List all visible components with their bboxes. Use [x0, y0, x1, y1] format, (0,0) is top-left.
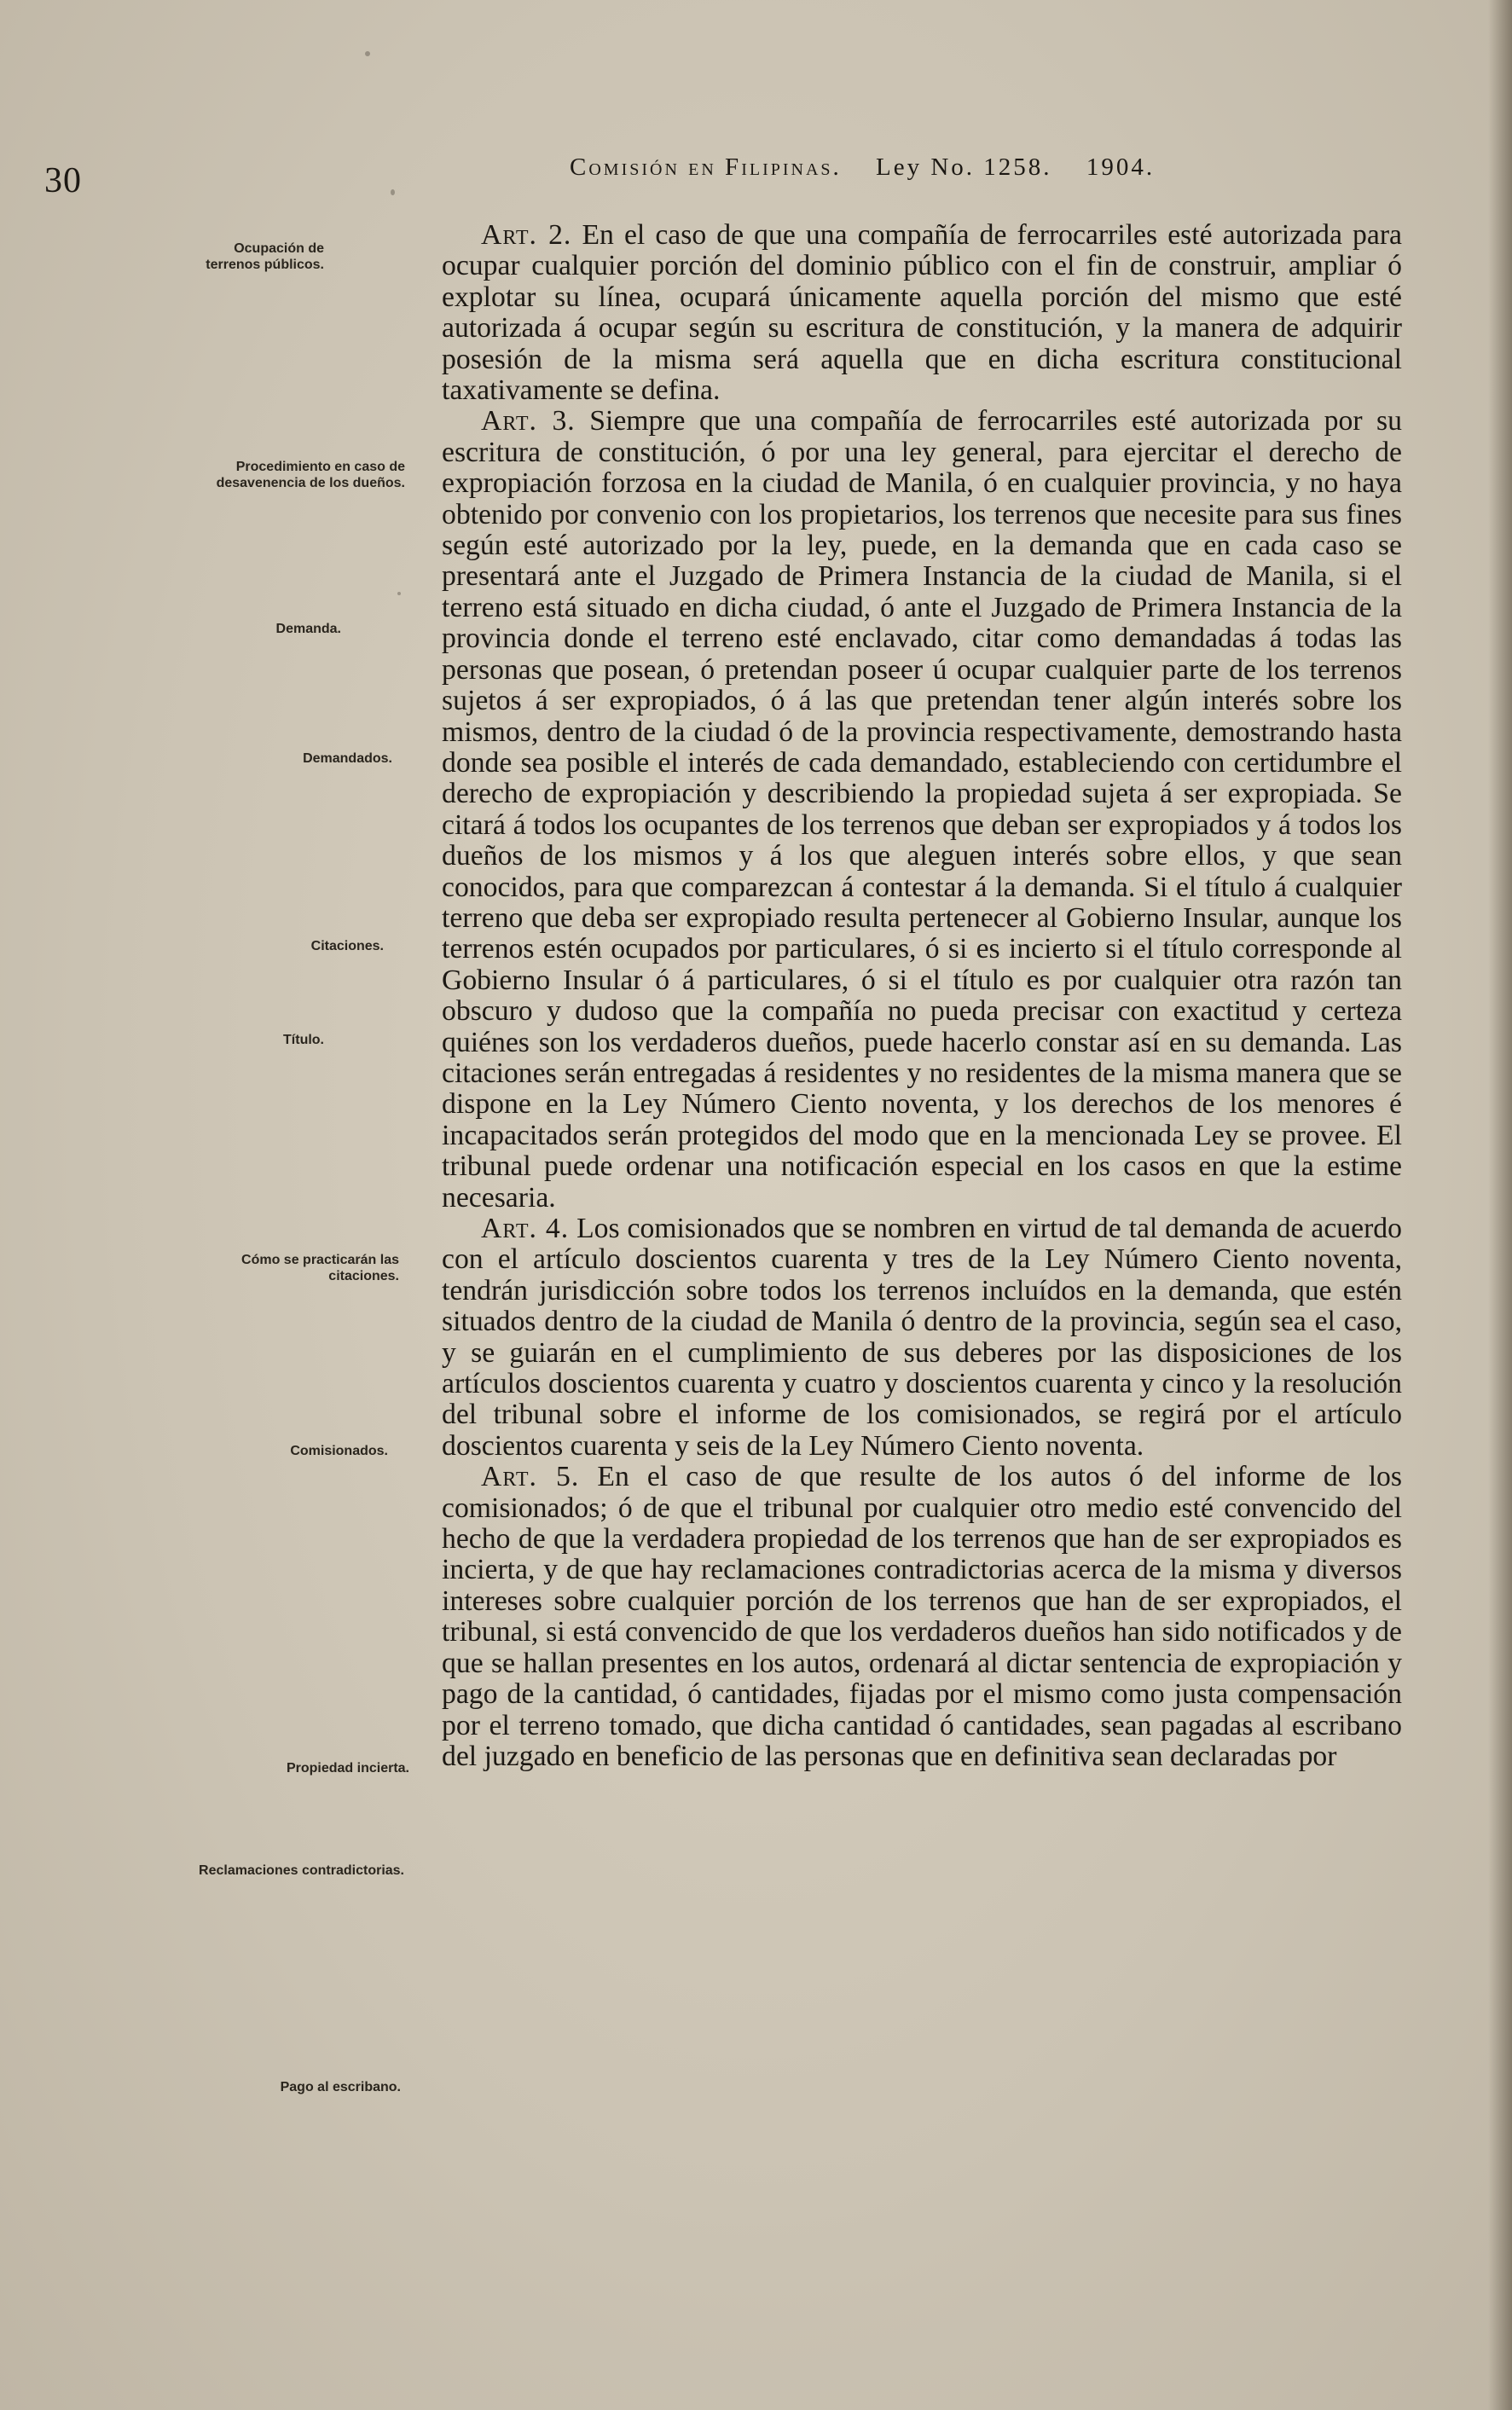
sidenote: Procedimiento en caso de desavenencia de los dueños. [216, 460, 405, 490]
sidenote: Demanda. [275, 622, 341, 636]
scan-speck [365, 51, 370, 56]
page-number: 30 [44, 161, 82, 200]
article-text: En el caso de que una compañía de ferrocarriles esté autorizada para ocupar cualquier porción del dominio público con el fin de construir, ampliar ó explotar su línea, ocupará únicamente aquella porción del mismo que esté autorizada á ocupar según su escritura de constitución, y la manera de adquirir posesión de la misma será aquella que en dicha escritura constitucional taxativamente se defina. [442, 219, 1403, 407]
sidenote: Reclamaciones contradictorias. [199, 1863, 404, 1878]
sidenote: Propiedad incierta. [286, 1761, 409, 1776]
article-label: Art. 5. [481, 1461, 580, 1493]
article-text: En el caso de que resulte de los autos ó del informe de los comisionados; ó de que el tribunal por cualquier otro medio esté convencido del hecho de que la verdadera propiedad de los terrenos que han de ser expropiados es incierta, y de que hay reclamaciones contradictorias acerca de la misma y diversos intereses sobre cualquier porción de los terrenos que han de ser expropiados, el tribunal, si está convencido de que los verdaderos dueños han sido notificados y de que se hallan presentes en los autos, ordenará al dictar sentencia de expropiación y pago de la cantidad, ó cantidades, fijadas por el mismo como justa compensación por el terreno tomado, que dicha cantidad ó cantidades, sean pagadas al escribano del juzgado en beneficio de las personas que en definitiva sean declaradas por [442, 1461, 1403, 1772]
running-head [570, 154, 1180, 182]
scan-speck [391, 189, 395, 195]
article-4 [442, 1214, 1402, 1462]
sidenote: Título. [283, 1033, 324, 1047]
article-label: Art. 2. [481, 219, 572, 251]
article-text: Los comisionados que se nombren en virtud de tal demanda de acuerdo con el artículo doscientos cuarenta y tres de la Ley Número Ciento noventa, tendrán jurisdicción sobre todos los terrenos incluídos en la demanda, que estén situados dentro de la ciudad de Manila ó dentro de la provincia, según sea el caso, y se guiarán en el cumplimiento de sus deberes por las disposiciones de los artículos doscientos cuarenta y cuatro y doscientos cuarenta y cinco y la resolución del tribunal sobre el informe de los comisionados, se regirá por el artículo doscientos cuarenta y seis de la Ley Número Ciento noventa. [442, 1213, 1402, 1462]
article-label: Art. 3. [481, 405, 576, 437]
page-edge-shadow [1488, 0, 1512, 2410]
running-head-year: 1904. [1086, 154, 1156, 181]
sidenote: Comisionados. [290, 1444, 388, 1458]
article-2 [442, 220, 1402, 406]
body-text [442, 220, 1402, 1772]
sidenote: Citaciones. [310, 939, 384, 953]
scan-speck [397, 592, 401, 595]
sidenote: Pago al escribano. [280, 2080, 401, 2094]
sidenote: Ocupación de terrenos públicos. [206, 241, 324, 272]
article-label: Art. 4. [481, 1213, 570, 1244]
running-head-commission: Comisión en Filipinas. [570, 154, 842, 181]
sidenote: Cómo se practicarán las citaciones. [241, 1253, 399, 1283]
article-text: Siempre que una compañía de ferrocarriles esté autorizada por su escritura de constitución, ó por una ley general, para ejercitar el derecho de expropiación forzosa en la ciudad de Manila, ó en cualquier provincia, y no haya obtenido por convenio con los propietarios, los terrenos que necesite para sus fines según esté autorizado por la ley, puede, en la demanda que en cada caso se presentará ante el Juzgado de Primera Instancia de la ciudad de Manila, si el terreno está situado en dicha ciudad, ó ante el Juzgado de Primera Instancia de la provincia donde el terreno esté enclavado, citar como demandadas á todas las personas que posean, ó pretendan poseer ú ocupar cualquier parte de los terrenos sujetos á ser expropiados, ó á las que pretendan tener algún interés sobre los mismos, dentro de la ciudad ó de la provincia respectivamente, demostrando hasta donde sea posible el interés de cada demandado, estableciendo con certidumbre el derecho de expropiación y describiendo la propiedad sujeta á ser expropiada. Se citará á todos los ocupantes de los terrenos que deban ser expropiados y á todos los dueños de los mismos y á los que aleguen interés sobre ellos, y que sean conocidos, para que comparezcan á contestar á la demanda. Si el título á cualquier terreno que deba ser expropiado resulta pertenecer al Gobierno Insular, aunque los terrenos estén ocupados por particulares, ó si es incierto si el título corresponde al Gobierno Insular ó á particulares, ó si el título es por cualquier otra razón tan obscuro y dudoso que la compañía no pueda precisar con exactitud y certeza quiénes son los verdaderos dueños, puede hacerlo constar así en su demanda. Las citaciones serán entregadas á residentes y no residentes de la misma manera que se dispone en la Ley Número Ciento noventa, y los derechos de los menores é incapacitados serán protegidos del modo que en la mencionada Ley se provee. El tribunal puede ordenar una notificación especial en los casos en que la estime necesaria. [442, 405, 1403, 1214]
article-5 [442, 1462, 1402, 1772]
article-3 [442, 406, 1402, 1214]
running-head-law: Ley No. 1258. [876, 154, 1052, 181]
sidenote: Demandados. [303, 751, 392, 766]
